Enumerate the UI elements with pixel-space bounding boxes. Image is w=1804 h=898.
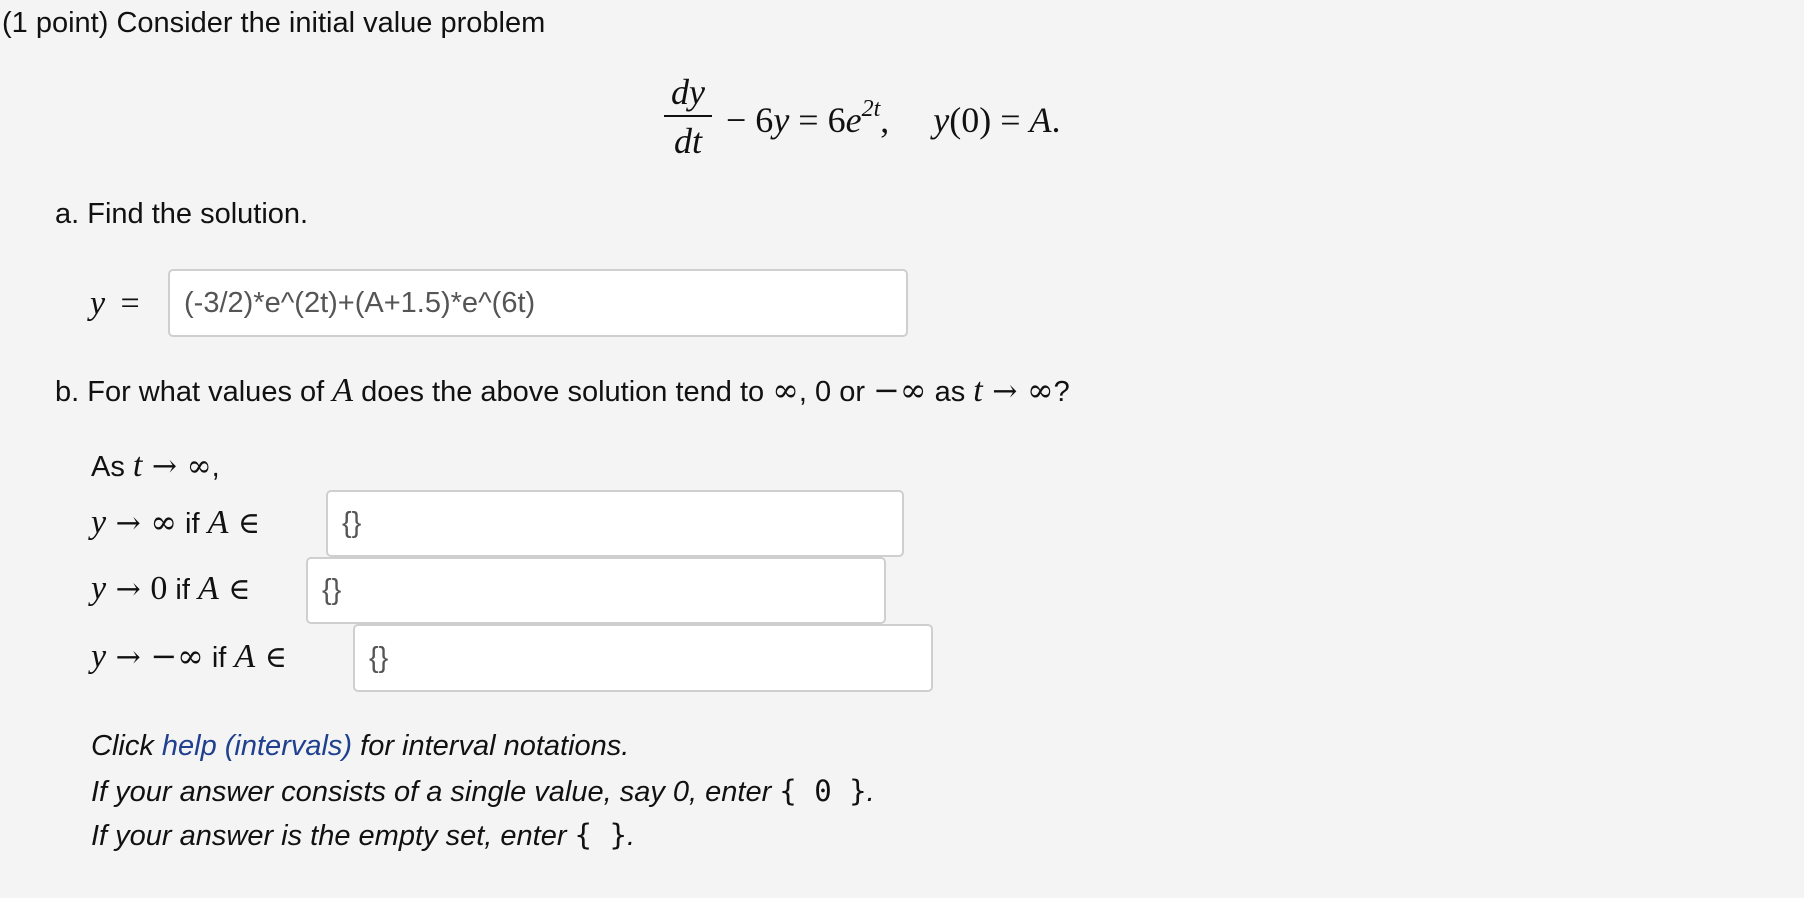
instruction-line-3 [91,818,635,853]
row-y: y [91,504,107,541]
answer-input-infinity[interactable]: {} [326,490,904,557]
row-A: A [234,638,256,675]
instruction-line-2 [91,774,875,809]
row-A: A [197,570,219,607]
eq-comma: , [880,100,890,140]
instruction-2-pre: If your answer consists of a single value, say 0, enter [91,776,780,808]
eq-e: e [845,100,862,140]
initial-condition-A: A [1029,100,1052,140]
row-arrow: → [106,506,151,541]
part-b-prompt-mid2: , 0 or [798,376,874,408]
row-arrow: → [106,640,151,675]
element-of-symbol: ∈ [255,640,287,675]
row-if: if [167,574,198,606]
solution-answer-input[interactable]: (-3/2)*e^(2t)+(A+1.5)*e^(6t) [168,269,908,337]
answer-input-neg-infinity[interactable]: {} [353,624,933,692]
eq-exponent: 2t [861,96,881,122]
row-if: if [176,508,208,540]
part-b-prompt-mid3: as [926,376,974,408]
part-b-prompt-mid1: does the above solution tend to [353,376,773,408]
instruction-line-1 [91,729,629,763]
infinity-symbol: ∞ [772,371,799,409]
derivative-fraction [664,72,712,161]
y-variable: y [90,285,106,322]
part-b-prompt-A: A [332,372,354,409]
part-a-label: a. Find the solution. [55,198,309,230]
row-if: if [203,642,235,674]
row-target-infinity: ∞ [150,503,177,541]
part-b-prompt-t: t [973,372,983,409]
row-arrow: → [106,572,151,607]
instruction-3-post: . [626,820,635,852]
row-target-zero: 0 [150,570,168,607]
initial-condition-period: . [1051,100,1061,140]
element-of-symbol: ∈ [228,506,261,541]
help-intervals-link[interactable]: help (intervals) [161,730,353,762]
instruction-3-pre: If your answer is the empty set, enter [91,820,575,852]
row-A: A [207,504,229,541]
problem-header: (1 point) Consider the initial value problem [2,7,546,39]
part-a-y-equals [90,284,140,323]
differential-equation [726,98,1061,142]
initial-condition-y: y [933,100,950,140]
arrow-symbol: → [982,374,1027,409]
part-b-prompt-pre: b. For what values of [55,376,333,408]
row-zero-label [91,572,250,607]
element-of-symbol: ∈ [218,572,251,607]
as-t-variable: t [132,447,143,484]
fraction-bar [664,115,712,117]
as-comma: , [211,451,220,483]
row-y: y [91,570,107,607]
fraction-denominator: dt [673,121,702,161]
row-y: y [91,638,107,675]
part-b-prompt-end: ? [1053,376,1070,408]
fraction-numerator: dy [671,72,705,112]
eq-y: y [773,100,790,140]
row-infinity-label [91,505,260,541]
instruction-2-post: . [866,776,875,808]
infinity-symbol-2: ∞ [1026,371,1054,409]
initial-condition-arg: (0) = [949,100,1030,140]
equals-sign: = [120,285,140,322]
example-empty-set: { } [574,818,627,852]
instruction-1-pre: Click [91,730,162,762]
negative-infinity-symbol: −∞ [873,371,927,409]
instruction-1-post: for interval notations. [352,730,630,762]
example-single-value-set: { 0 } [779,774,867,808]
as-label-pre: As [91,451,133,483]
eq-minus-six: − 6 [726,100,774,140]
answer-input-zero[interactable]: {} [306,557,886,624]
as-arrow-infinity: → ∞ [142,449,212,484]
row-target-neg-infinity: −∞ [150,637,204,675]
row-neg-infinity-label [91,639,287,675]
as-t-label [91,449,220,484]
part-b-prompt [55,373,1070,409]
eq-equals-six: = 6 [789,100,846,140]
